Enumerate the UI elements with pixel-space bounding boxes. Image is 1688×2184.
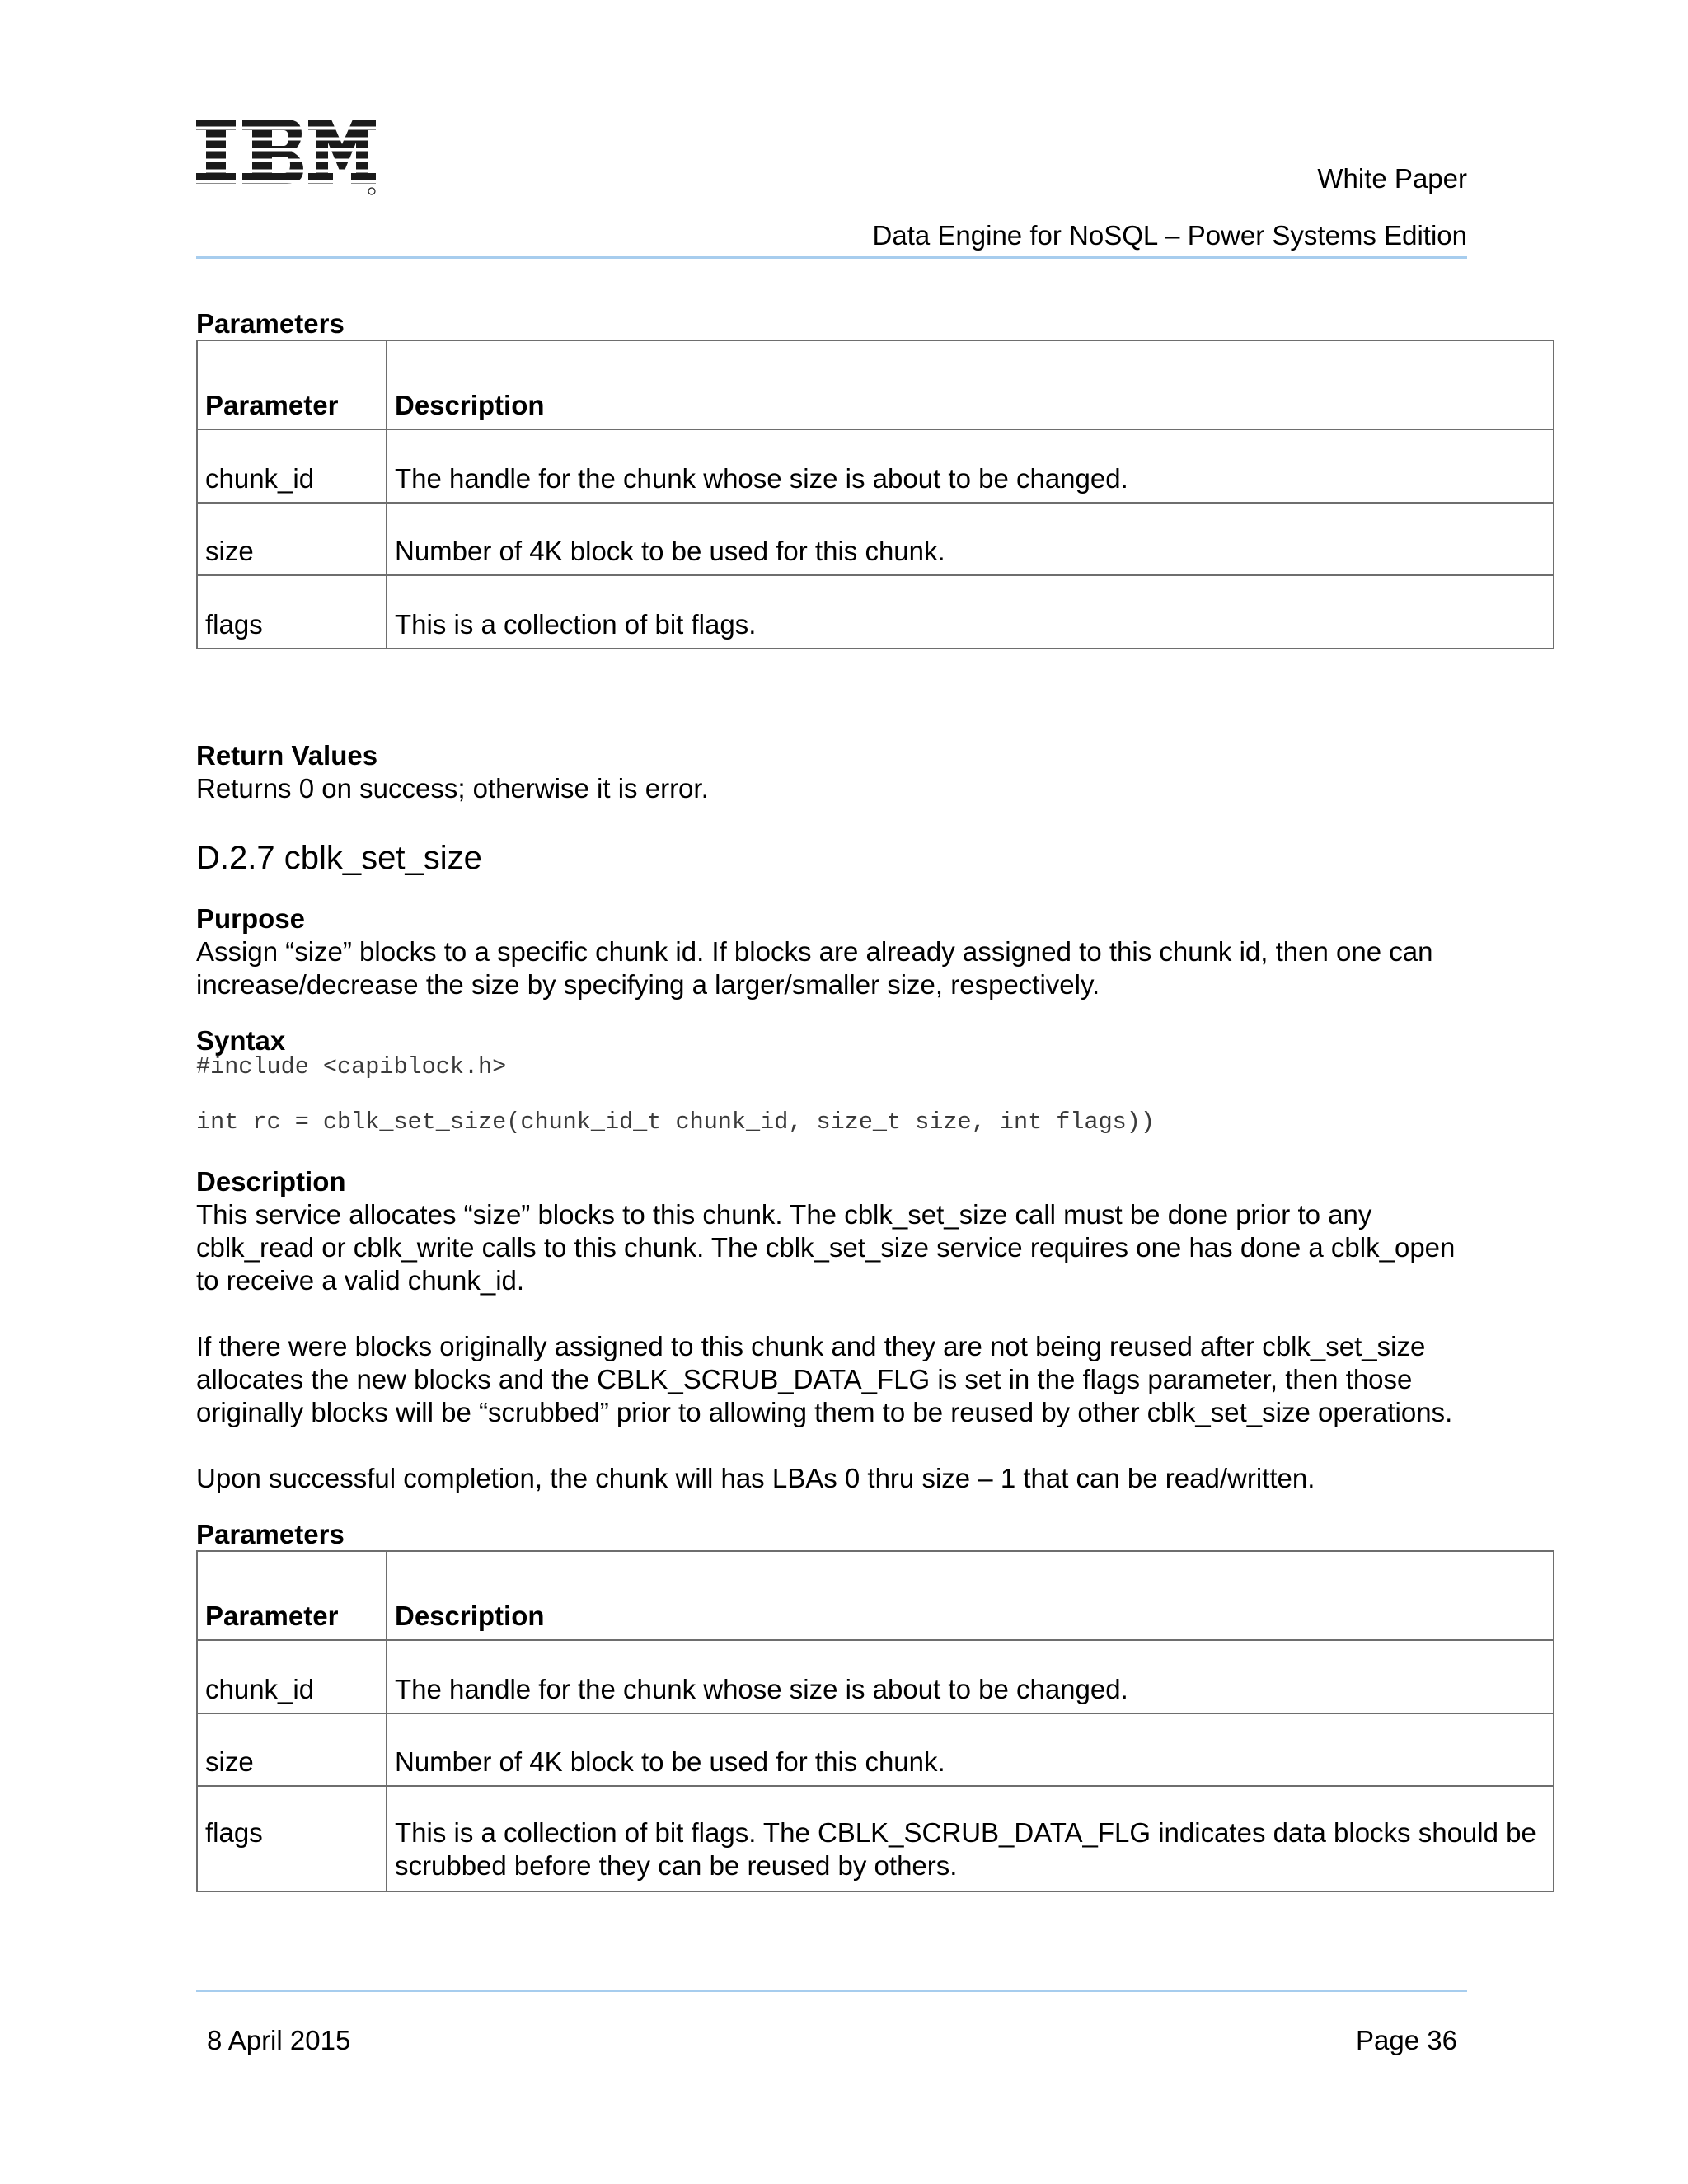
footer-date: 8 April 2015 xyxy=(207,2025,351,2055)
param-name-cell: chunk_id xyxy=(197,1640,387,1713)
purpose-line: Assign “size” blocks to a specific chunk id. If blocks are already assigned to this chunk id, then one can xyxy=(196,936,1433,967)
table-row xyxy=(197,575,1554,649)
table-header-cell: Description xyxy=(387,340,1554,429)
description-line: cblk_read or cblk_write calls to this chunk. The cblk_set_size service requires one has done a cblk_open xyxy=(196,1232,1456,1263)
parameters-heading: Parameters xyxy=(196,308,345,339)
ibm-logo xyxy=(196,120,376,195)
table-header-row xyxy=(197,1551,1554,1640)
param-name-cell: flags xyxy=(197,1786,387,1891)
footer-page-number: Page 36 xyxy=(1356,2025,1457,2055)
description-line: This service allocates “size” blocks to this chunk. The cblk_set_size call must be done prior to any xyxy=(196,1199,1372,1230)
table-header-row xyxy=(197,340,1554,429)
parameters-table xyxy=(196,340,1554,649)
description-line: to receive a valid chunk_id. xyxy=(196,1265,525,1296)
purpose-heading: Purpose xyxy=(196,903,306,934)
parameters-table xyxy=(196,1550,1554,1892)
table-header-cell: Parameter xyxy=(197,1551,387,1640)
description-line: Upon successful completion, the chunk will has LBAs 0 thru size – 1 that can be read/written. xyxy=(196,1463,1315,1493)
param-desc-cell: Number of 4K block to be used for this chunk. xyxy=(387,503,1554,575)
header-doc-type: White Paper xyxy=(1317,163,1467,194)
table-header-cell: Parameter xyxy=(197,340,387,429)
param-name-cell: chunk_id xyxy=(197,429,387,503)
param-desc-cell: The handle for the chunk whose size is about to be changed. xyxy=(387,429,1554,503)
header-rule xyxy=(196,256,1467,259)
return-values-text: Returns 0 on success; otherwise it is error. xyxy=(196,773,709,804)
param-name-cell: size xyxy=(197,1713,387,1786)
purpose-line: increase/decrease the size by specifying a larger/smaller size, respectively. xyxy=(196,969,1100,1000)
description-heading: Description xyxy=(196,1166,346,1197)
table-row xyxy=(197,1713,1554,1786)
parameters-heading: Parameters xyxy=(196,1519,345,1549)
param-desc-cell: The handle for the chunk whose size is about to be changed. xyxy=(387,1640,1554,1713)
section-title: D.2.7 cblk_set_size xyxy=(196,840,482,876)
description-line: If there were blocks originally assigned to this chunk and they are not being reused after cblk_set_size xyxy=(196,1331,1426,1361)
syntax-call: int rc = cblk_set_size(chunk_id_t chunk_id, size_t size, int flags)) xyxy=(196,1108,1155,1136)
param-name-cell: size xyxy=(197,503,387,575)
table-row xyxy=(197,1640,1554,1713)
header-doc-title: Data Engine for NoSQL – Power Systems Edition xyxy=(872,220,1467,251)
description-line: allocates the new blocks and the CBLK_SCRUB_DATA_FLG is set in the flags parameter, then those xyxy=(196,1364,1413,1394)
description-line: originally blocks will be “scrubbed” prior to allowing them to be reused by other cblk_set_size operations. xyxy=(196,1397,1453,1427)
param-desc-cell: Number of 4K block to be used for this chunk. xyxy=(387,1713,1554,1786)
footer-rule xyxy=(196,1990,1467,1992)
param-desc-cell: This is a collection of bit flags. The CBLK_SCRUB_DATA_FLG indicates data blocks should be scrubbed before they can be reused by others. xyxy=(387,1786,1554,1891)
table-row xyxy=(197,503,1554,575)
syntax-heading: Syntax xyxy=(196,1025,286,1056)
syntax-include: #include <capiblock.h> xyxy=(196,1053,507,1080)
param-desc-cell: This is a collection of bit flags. xyxy=(387,575,1554,649)
param-name-cell: flags xyxy=(197,575,387,649)
return-values-heading: Return Values xyxy=(196,740,378,771)
table-row xyxy=(197,429,1554,503)
table-row xyxy=(197,1786,1554,1891)
table-header-cell: Description xyxy=(387,1551,1554,1640)
